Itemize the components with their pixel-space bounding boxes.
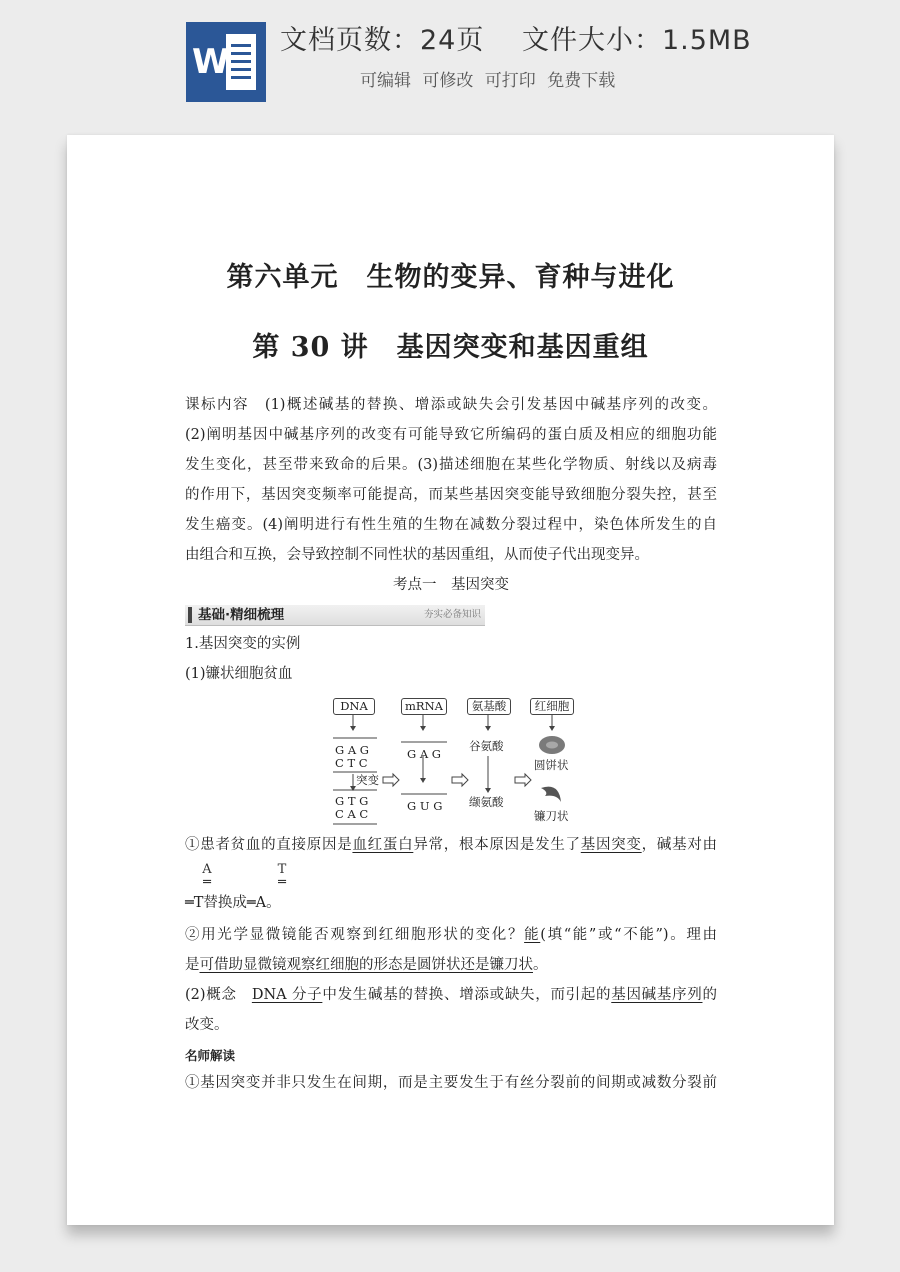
dna-top-strand-2: C T C: [335, 756, 368, 770]
paragraph-2: ②用光学显微镜能否观察到红细胞形状的变化？能(填“能”或“不能”)。理由: [185, 927, 718, 943]
unit-title: 第六单元 生物的变异、育种与进化: [226, 262, 675, 293]
standard-line: 发生变化，甚至带来致命的后果。(3)描述细胞在某些化学物质、射线以及病毒: [185, 457, 717, 473]
rbc-sickle-label: 镰刀状: [534, 809, 569, 823]
lesson-title: 第 30 讲 基因突变和基因重组: [252, 332, 649, 363]
amino-acid-glutamate: 谷氨酸: [469, 739, 504, 753]
mutation-label: 突变: [356, 773, 379, 787]
red-blood-cell-box: 红细胞: [530, 698, 574, 715]
base-pair-a: A ═: [202, 862, 212, 890]
mrna-top-codon: G A G: [407, 747, 441, 761]
standard-line: 课标内容 (1)概述碱基的替换、增添或缺失会引发基因中碱基序列的改变。: [185, 397, 717, 413]
dna-bottom-strand-1: G T G: [335, 794, 369, 808]
dna-box: DNA: [333, 698, 375, 715]
download-banner: [0, 0, 900, 120]
bar-title: 基础·精细梳理: [198, 607, 285, 623]
document-page: [67, 135, 834, 1225]
sickle-cell-diagram: [331, 698, 581, 828]
standard-line: 由组合和互换，会导致控制不同性状的基因重组，从而使子代出现变异。: [185, 547, 649, 563]
paragraph-1: ①患者贫血的直接原因是血红蛋白异常，根本原因是发生了基因突变，碱基对由: [185, 837, 718, 853]
amino-acid-valine: 缬氨酸: [469, 795, 504, 809]
word-doc-icon: W: [186, 22, 266, 102]
heading-1: 1.基因突变的实例: [185, 636, 301, 652]
amino-acid-box: 氨基酸: [467, 698, 511, 715]
paragraph-1-end: ═T替换成═A。: [185, 895, 281, 911]
banner-subtitle: 可编辑 可修改 可打印 免费下载: [360, 71, 616, 91]
base-pair-t: T ═: [277, 862, 287, 890]
teacher-note-heading: 名师解读: [185, 1048, 236, 1063]
dna-top-strand-1: G A G: [335, 743, 369, 757]
mrna-bottom-codon: G U G: [407, 799, 443, 813]
teacher-note-text: ①基因突变并非只发生在间期，而是主要发生于有丝分裂前的间期或减数分裂前: [185, 1075, 717, 1091]
rbc-disc-label: 圆饼状: [534, 758, 569, 772]
standard-line: (2)阐明基因中碱基序列的改变有可能导致它所编码的蛋白质及相应的细胞功能: [185, 427, 717, 443]
paragraph-2-reason: 是可借助显微镜观察红细胞的形态是圆饼状还是镰刀状。: [185, 957, 548, 973]
mrna-box: mRNA: [401, 698, 447, 715]
banner-title: 文档页数：24页 文件大小：1.5MB: [280, 25, 752, 56]
section-title: 考点一 基因突变: [393, 577, 509, 593]
standard-line: 的作用下，基因突变频率可能提高，而某些基因突变能导致细胞分裂失控，甚至: [185, 487, 717, 503]
dna-bottom-strand-2: C A C: [335, 807, 369, 821]
concept-end: 改变。: [185, 1017, 229, 1033]
section-bar: [185, 605, 485, 626]
bar-right-text: 夯实必备知识: [423, 609, 481, 620]
standard-line: 发生癌变。(4)阐明进行有性生殖的生物在减数分裂过程中，染色体所发生的自: [185, 517, 717, 533]
heading-2: (1)镰状细胞贫血: [185, 666, 293, 682]
concept-paragraph: (2)概念 DNA 分子中发生碱基的替换、增添或缺失，而引起的基因碱基序列的: [185, 987, 717, 1003]
